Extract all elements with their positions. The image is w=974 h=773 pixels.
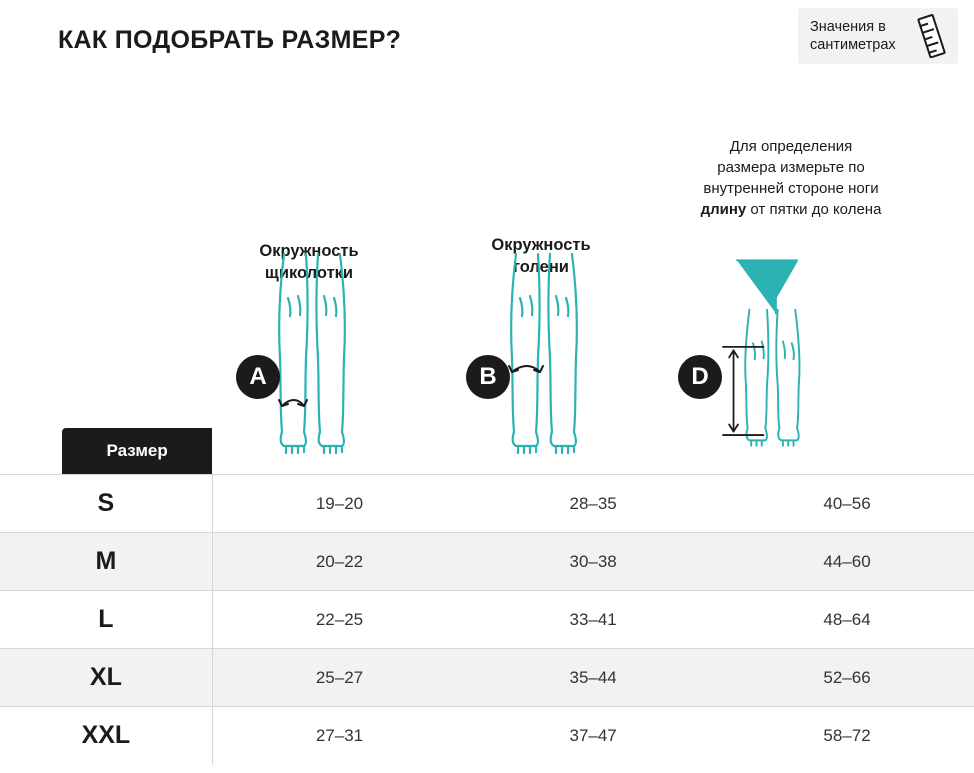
header-blank-d	[720, 420, 974, 475]
size-header-cell	[0, 420, 212, 475]
measure-instruction-line4: от пятки до колена	[746, 201, 882, 218]
units-badge-label: Значения в сантиметрах	[810, 19, 896, 53]
cell-length: 44–60	[720, 533, 974, 591]
cell-calf: 33–41	[466, 591, 720, 649]
cell-length: 48–64	[720, 591, 974, 649]
column-heading-ankle-line2: щиколотки	[264, 264, 354, 282]
cell-ankle: 25–27	[212, 649, 466, 707]
cell-length: 40–56	[720, 475, 974, 533]
badge-letter-d: D	[678, 355, 722, 399]
cell-ankle: 20–22	[212, 533, 466, 591]
cell-size: M	[0, 533, 212, 591]
column-heading-calf-line1: Окружность	[491, 236, 591, 254]
cell-size: XL	[0, 649, 212, 707]
cell-calf: 37–47	[466, 707, 720, 765]
badge-letter-b: B	[466, 355, 510, 399]
page-header	[0, 0, 974, 92]
measure-instruction-line3: внутренней стороне ноги	[703, 180, 879, 197]
page-title: КАК ПОДОБРАТЬ РАЗМЕР?	[58, 26, 402, 54]
cell-length: 52–66	[720, 649, 974, 707]
size-table	[0, 420, 974, 765]
cell-size: S	[0, 475, 212, 533]
table-row	[0, 533, 974, 591]
table-row	[0, 475, 974, 533]
table-row	[0, 591, 974, 649]
table-row	[0, 649, 974, 707]
measure-instruction-bold: длину	[700, 201, 747, 218]
size-header-label: Размер	[62, 428, 212, 474]
column-heading-ankle-line1: Окружность	[259, 242, 359, 260]
cell-length: 58–72	[720, 707, 974, 765]
cell-ankle: 27–31	[212, 707, 466, 765]
column-heading-calf-line2: голени	[513, 258, 569, 276]
cell-calf: 30–38	[466, 533, 720, 591]
table-header-row	[0, 420, 974, 475]
cell-calf: 35–44	[466, 649, 720, 707]
cell-calf: 28–35	[466, 475, 720, 533]
cell-ankle: 19–20	[212, 475, 466, 533]
measure-instruction-line2: размера измерьте по	[717, 159, 865, 176]
badge-letter-a: A	[236, 355, 280, 399]
measure-instruction-line1: Для определения	[729, 138, 853, 155]
cell-size: L	[0, 591, 212, 649]
header-blank-a	[212, 420, 466, 475]
table-row	[0, 707, 974, 765]
units-badge	[798, 8, 958, 64]
header-blank-b	[466, 420, 720, 475]
cell-ankle: 22–25	[212, 591, 466, 649]
cell-size: XXL	[0, 707, 212, 765]
measure-instruction	[660, 136, 922, 220]
ruler-icon	[912, 14, 952, 58]
